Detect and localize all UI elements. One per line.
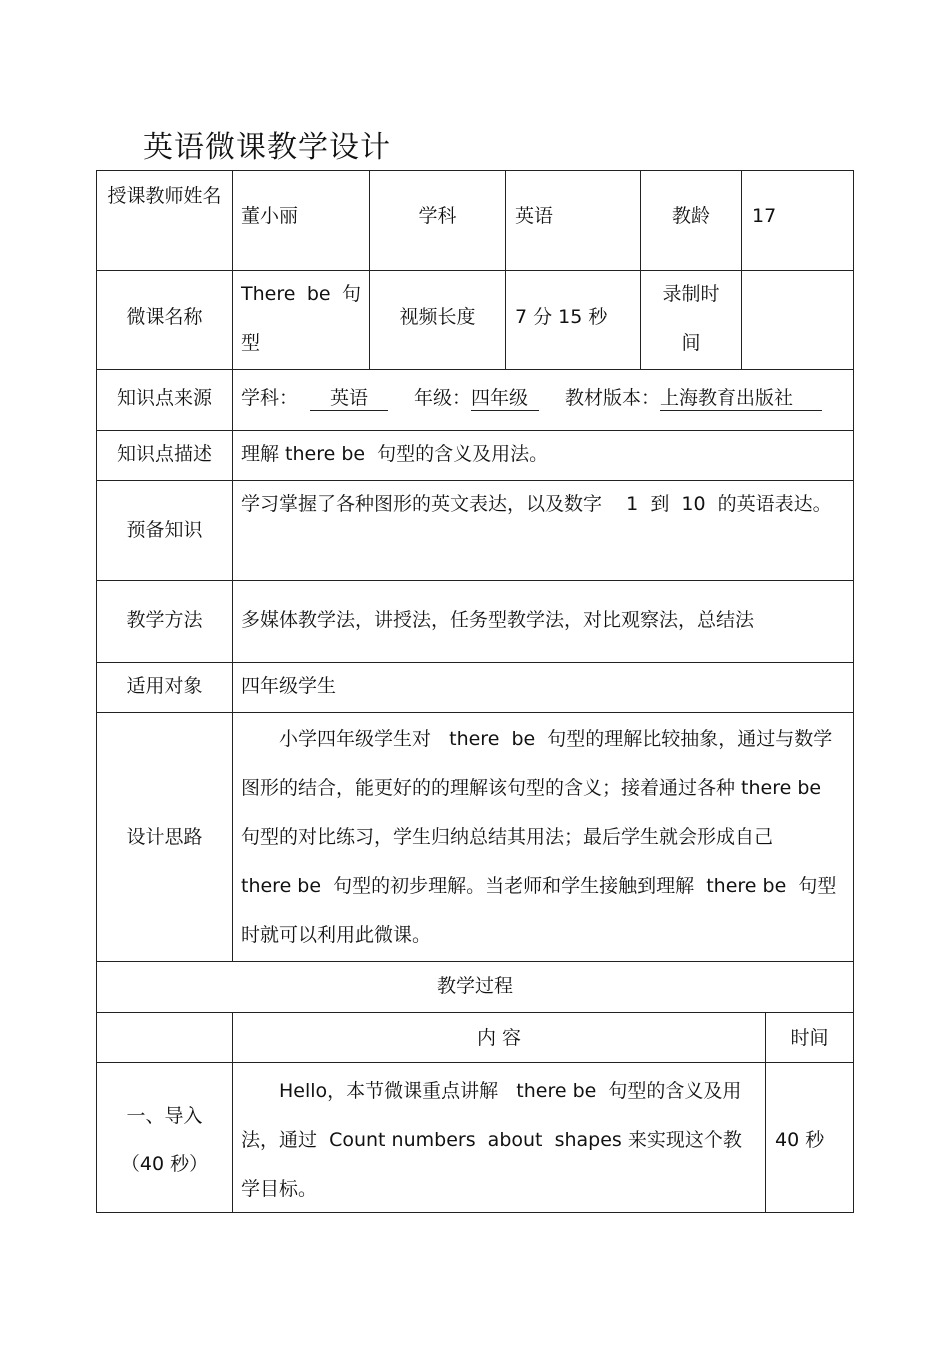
years-label: 教龄 [671,205,710,227]
content-header: 内 容 [476,1027,522,1049]
duration-label: 视频长度 [399,306,476,328]
process-heading: 教学过程 [436,975,513,997]
source-subject-prefix: 学科： [241,387,299,409]
description-label: 知识点描述 [116,443,212,465]
years-value: 17 [752,205,777,227]
audience-label: 适用对象 [126,675,203,697]
prior-knowledge-value: 学习掌握了各种图形的英文表达，以及数字 1 到 10 的英语表达。 [241,493,832,515]
audience-value: 四年级学生 [241,675,337,697]
subject-value: 英语 [515,205,554,227]
source-value [241,374,851,423]
lesson-name-label: 微课名称 [126,306,203,328]
source-label: 知识点来源 [116,387,212,409]
teacher-name: 董小丽 [241,205,299,227]
page-title: 英语微课教学设计 [143,130,391,165]
source-grade: 四年级 [471,386,539,411]
step-content: Hello，本节微课重点讲解 there be 句型的含义及用法，通过 Count numbers about shapes 来实现这个教学目标。 [241,1080,742,1200]
step-duration: 40 秒 [775,1129,825,1151]
teacher-label: 授课教师姓名 [107,185,222,207]
prior-knowledge-label: 预备知识 [126,519,203,541]
design-value: 小学四年级学生对 there be 句型的理解比较抽象，通过与数学图形的结合，能更好的的理解该句型的含义；接着通过各种 there be 句型的对比练习，学生归纳总结其用法；最后学生就会形成自己 there be 句型的初步理解。当老师和学生接触到理解 there be 句型时就可以利用此微课。 [241,728,837,946]
method-value: 多媒体教学法，讲授法，任务型教学法，对比观察法，总结法 [241,609,755,631]
source-edition: 上海教育出版社 [660,386,822,411]
record-time-label: 录制时间 [662,283,720,354]
lesson-design-table [96,170,854,1213]
method-label: 教学方法 [126,609,203,631]
subject-label: 学科 [418,205,457,227]
duration-value: 7 分 15 秒 [515,306,608,328]
source-subject: 英语 [310,386,388,411]
lesson-name-value: There be 句型 [241,283,361,354]
time-header: 时间 [790,1027,829,1049]
source-grade-prefix: 年级： [414,387,472,409]
description-value: 理解 there be 句型的含义及用法。 [241,443,549,465]
source-edition-prefix: 教材版本： [565,387,661,409]
design-label: 设计思路 [126,826,203,848]
step-time: （40 秒） [120,1153,209,1175]
step-name: 一、导入 [126,1105,203,1127]
